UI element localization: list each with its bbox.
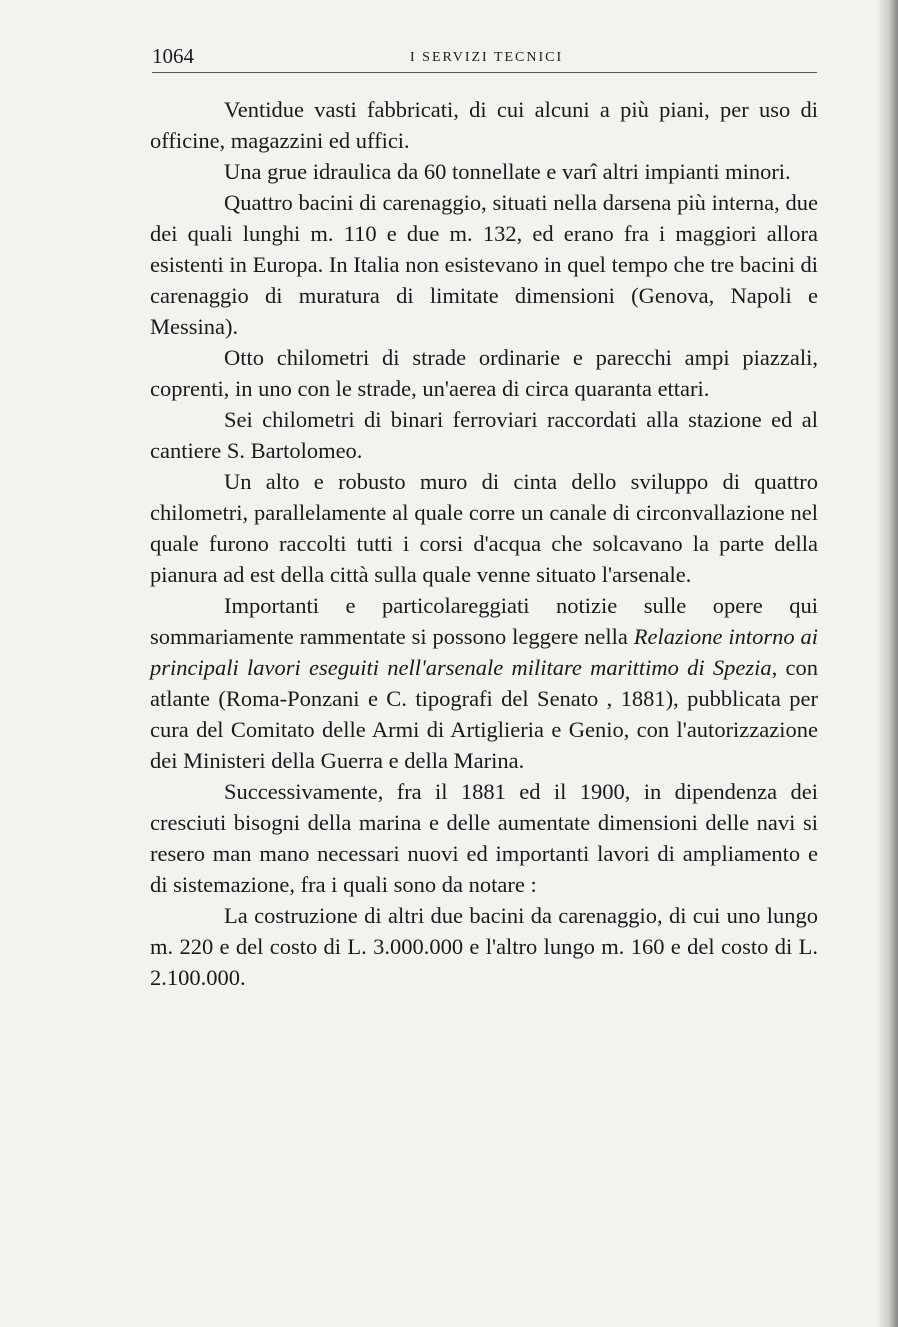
relazione-title: Relazione intorno ai principali lavori eseguiti nell'arsenale militare marittimo di Spezia, bbox=[150, 624, 818, 680]
relazione-text-after: con atlante (Roma-Ponzani e C. tipografi del Senato , 1881), pubblicata per cura del Comitato delle Armi di Artiglieria e Genio, con l'autorizzazione dei Ministeri della Guerra e della Marina. bbox=[150, 655, 818, 773]
paragraph-strade: Otto chilometri di strade ordinarie e parecchi ampi piazzali, coprenti, in uno con le strade, un'aerea di circa quaranta ettari. bbox=[150, 345, 818, 401]
running-title: I SERVIZI TECNICI bbox=[410, 50, 564, 65]
paragraph-relazione bbox=[150, 590, 818, 776]
page-edge-shadow bbox=[876, 0, 898, 1327]
paragraph-binari: Sei chilometri di binari ferroviari raccordati alla stazione ed al cantiere S. Bartolomeo. bbox=[150, 407, 818, 463]
paragraph-fabbricati: Ventidue vasti fabbricati, di cui alcuni a più piani, per uso di officine, magazzini ed uffici. bbox=[150, 97, 818, 153]
body-text bbox=[150, 94, 818, 993]
paragraph-grue: Una grue idraulica da 60 tonnellate e varî altri impianti minori. bbox=[224, 159, 791, 184]
paragraph-successivamente: Successivamente, fra il 1881 ed il 1900, in dipendenza dei cresciuti bisogni della marina e delle aumentate dimensioni delle navi si resero man mano necessari nuovi ed importanti lavori di ampliamento e di sistemazione, fra i quali sono da notare : bbox=[150, 779, 818, 897]
page-header bbox=[152, 40, 817, 73]
relazione-text-before: Importanti e particolareggiati notizie sulle opere qui sommariamente rammentate si possono leggere nella bbox=[150, 593, 818, 649]
paragraph-costruzione: La costruzione di altri due bacini da carenaggio, di cui uno lungo m. 220 e del costo di L. 3.000.000 e l'altro lungo m. 160 e del costo di L. 2.100.000. bbox=[150, 903, 818, 990]
paragraph-muro: Un alto e robusto muro di cinta dello sviluppo di quattro chilometri, parallelamente al quale corre un canale di circonvallazione nel quale furono raccolti tutti i corsi d'acqua che solcavano la parte della pianura ad est della città sulla quale venne situato l'arsenale. bbox=[150, 469, 818, 587]
paragraph-bacini: Quattro bacini di carenaggio, situati nella darsena più interna, due dei quali lunghi m. 110 e due m. 132, ed erano fra i maggiori allora esistenti in Europa. In Italia non esistevano in quel tempo che tre bacini di carenaggio di muratura di limitate dimensioni (Genova, Napoli e Messina). bbox=[150, 190, 818, 339]
page-number: 1064 bbox=[152, 44, 194, 68]
